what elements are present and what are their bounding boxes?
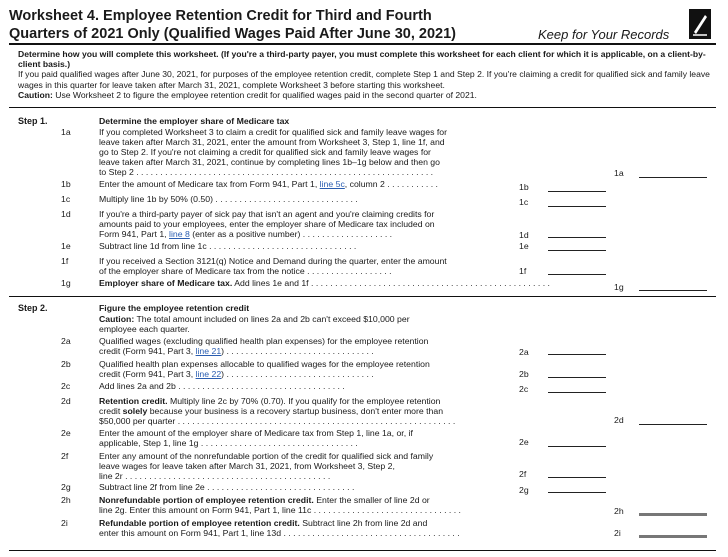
line-1b-label: 1b — [519, 182, 529, 192]
line-2i-number: 2i — [61, 518, 68, 528]
line-1a-number: 1a — [61, 127, 71, 137]
line-2b-field[interactable] — [548, 377, 606, 378]
pen-icon — [689, 9, 711, 39]
line-2d-number: 2d — [61, 396, 71, 406]
step2-caution: Caution: The total amount included on lines 2a and 2b can't exceed $10,000 per employee each quarter. — [99, 314, 410, 334]
top-rule — [9, 43, 716, 45]
line-1g-number: 1g — [61, 278, 71, 288]
line-1c-field[interactable] — [548, 206, 606, 207]
line-1a-label: 1a — [614, 168, 624, 178]
line-2e-text: Enter the amount of the employer share of Medicare tax from Step 1, line 1a, or, if applicable, Step 1, line 1g . . . . . . . . . . . . . . . . . . . . . . . . . . . . . . . . . — [99, 428, 413, 448]
line-1c-label: 1c — [519, 197, 529, 207]
line-1d-field[interactable] — [548, 237, 606, 238]
line-2a-label: 2a — [519, 347, 529, 357]
line-1c-number: 1c — [61, 194, 71, 204]
line-2g-number: 2g — [61, 482, 71, 492]
line-1a-text: If you completed Worksheet 3 to claim a credit for qualified sick and family leave wages for leave taken after March 31, 2021, enter the amount from Worksheet 3, Step 1, line 1f, and go to Step 2. If you're not claiming a credit for qualified sick and family leave wages for leave taken after March 31, 2021, continue by completing lines 1b–1g below and then go to Step 2 . . . . . . . . . . . . . . . . . . . . . . . . . . . . . . . . . . . . . . . . . . . . . . . . . . . . . . . . . . . . . . — [99, 127, 447, 177]
worksheet-title: Worksheet 4. Employee Retention Credit for Third and Fourth Quarters of 2021 Only (Qualified Wages Paid After June 30, 2021) — [9, 8, 456, 42]
line-2e-field[interactable] — [548, 446, 606, 447]
line-1e-label: 1e — [519, 241, 529, 251]
line-1b-text: Enter the amount of Medicare tax from Form 941, Part 1, line 5c, column 2 . . . . . . . . . . . — [99, 179, 438, 189]
line-2d-field[interactable] — [639, 424, 707, 425]
line-2h-label: 2h — [614, 506, 624, 516]
line-2b-text: Qualified health plan expenses allocable to qualified wages for the employee retention credit (Form 941, Part 3, line 22) . . . . . . . . . . . . . . . . . . . . . . . . . . . . . . . — [99, 359, 430, 379]
line-2i-field[interactable] — [639, 535, 707, 538]
line-2a-text: Qualified wages (excluding qualified health plan expenses) for the employee retention credit (Form 941, Part 3, line 21) . . . . . . . . . . . . . . . . . . . . . . . . . . . . . . . — [99, 336, 429, 356]
line-2a-number: 2a — [61, 336, 71, 346]
step2-heading: Figure the employee retention credit — [99, 303, 250, 313]
intro-section — [18, 49, 713, 100]
line-1d-text: If you're a third-party payer of sick pay that isn't an agent and you're claiming credits for amounts paid to your employees, enter the employer share of Medicare tax included on Form 941, Part 1, line 8 (enter as a positive number) . . . . . . . . . . . . . . . . . . . — [99, 209, 435, 239]
line-1f-label: 1f — [519, 266, 527, 276]
intro-rule — [9, 107, 716, 108]
step1-label: Step 1. — [18, 116, 48, 126]
line-1g-label: 1g — [614, 282, 624, 292]
line-2f-label: 2f — [519, 469, 527, 479]
line-1g-field[interactable] — [639, 290, 707, 291]
line-22-link[interactable]: line 22 — [195, 369, 222, 379]
line-1e-number: 1e — [61, 241, 71, 251]
line-2c-field[interactable] — [548, 392, 606, 393]
line-2b-label: 2b — [519, 369, 529, 379]
intro-determine: Determine how you will complete this worksheet. (If you're a third-party payer, you must complete this worksheet for each client for which it is applicable, on a client-by-client basis.) — [18, 49, 706, 70]
line-21-link[interactable]: line 21 — [195, 346, 222, 356]
line-2h-number: 2h — [61, 495, 71, 505]
step-divider — [9, 296, 716, 297]
line-1e-text: Subtract line 1d from line 1c . . . . . . . . . . . . . . . . . . . . . . . . . . . . . . . — [99, 241, 357, 251]
line-1b-number: 1b — [61, 179, 71, 189]
line-2f-text: Enter any amount of the nonrefundable portion of the credit for qualified sick and family leave wages for leave taken after March 31, 2021, from Worksheet 3, Step 2, line 2r . . . . . . . . . . . . . . . . . . . . . . . . . . . . . . . . . . . . . . . . . . . — [99, 451, 434, 481]
line-2h-field[interactable] — [639, 513, 707, 516]
line-2i-label: 2i — [614, 528, 621, 538]
line-2g-field[interactable] — [548, 492, 606, 493]
line-1f-text: If you received a Section 3121(q) Notice and Demand during the quarter, enter the amount of the employer share of Medicare tax from the notice . . . . . . . . . . . . . . . . . . — [99, 256, 447, 276]
line-1c-text: Multiply line 1b by 50% (0.50) . . . . . . . . . . . . . . . . . . . . . . . . . . . . . . — [99, 194, 358, 204]
line-5c-link[interactable]: line 5c — [319, 179, 345, 189]
line-1g-text: Employer share of Medicare tax. Add lines 1e and 1f . . . . . . . . . . . . . . . . . . . . . . . . . . . . . . . . . . . . . . . . . . . . . . . . . . — [99, 278, 550, 288]
line-2d-label: 2d — [614, 415, 624, 425]
line-2a-field[interactable] — [548, 354, 606, 355]
line-2c-number: 2c — [61, 381, 71, 391]
line-1f-number: 1f — [61, 256, 69, 266]
line-1e-field[interactable] — [548, 250, 606, 251]
line-1a-field[interactable] — [639, 177, 707, 178]
line-1d-label: 1d — [519, 230, 529, 240]
line-2i-text: Refundable portion of employee retention credit. Subtract line 2h from line 2d and enter this amount on Form 941, Part 1, line 13d . . . . . . . . . . . . . . . . . . . . . . . . . . . . . . . . . . . . . — [99, 518, 460, 538]
line-2d-text: Retention credit. Multiply line 2c by 70% (0.70). If you qualify for the employee retention credit solely because your business is a recovery startup business, don't enter more than $50,000 per quarter . . . . . . . . . . . . . . . . . . . . . . . . . . . . . . . . . . . . . . . . . . . . . . . . . . . . . . . . . . — [99, 396, 456, 426]
line-2h-text: Nonrefundable portion of employee retention credit. Enter the smaller of line 2d or line 2g. Enter this amount on Form 941, Part 1, line 11c . . . . . . . . . . . . . . . . . . . . . . . . . . . . . . . — [99, 495, 461, 515]
line-2f-number: 2f — [61, 451, 69, 461]
line-1d-number: 1d — [61, 209, 71, 219]
line-2g-text: Subtract line 2f from line 2e . . . . . . . . . . . . . . . . . . . . . . . . . . . . . . . — [99, 482, 355, 492]
step2-label: Step 2. — [18, 303, 48, 313]
line-2c-label: 2c — [519, 384, 529, 394]
line-1b-field[interactable] — [548, 191, 606, 192]
line-8-link[interactable]: line 8 — [169, 229, 190, 239]
intro-paid: If you paid qualified wages after June 30, 2021, for purposes of the employee retention credit, complete Step 1 and Step 2. If you're claiming a credit for qualified sick and family leave wages in this quarter for leave taken after March 31, 2021, complete Worksheet 3 before starting this worksheet. — [18, 69, 710, 90]
line-2f-field[interactable] — [548, 477, 606, 478]
line-2g-label: 2g — [519, 485, 529, 495]
bottom-rule — [9, 550, 716, 551]
intro-caution: Caution: Use Worksheet 2 to figure the employee retention credit for qualified wages paid in the second quarter of 2021. — [18, 89, 477, 100]
line-2e-label: 2e — [519, 437, 529, 447]
line-2e-number: 2e — [61, 428, 71, 438]
line-2c-text: Add lines 2a and 2b . . . . . . . . . . . . . . . . . . . . . . . . . . . . . . . . . . . — [99, 381, 345, 391]
line-2b-number: 2b — [61, 359, 71, 369]
step1-heading: Determine the employer share of Medicare tax — [99, 116, 290, 126]
keep-for-records: Keep for Your Records — [538, 27, 670, 42]
line-1f-field[interactable] — [548, 274, 606, 275]
